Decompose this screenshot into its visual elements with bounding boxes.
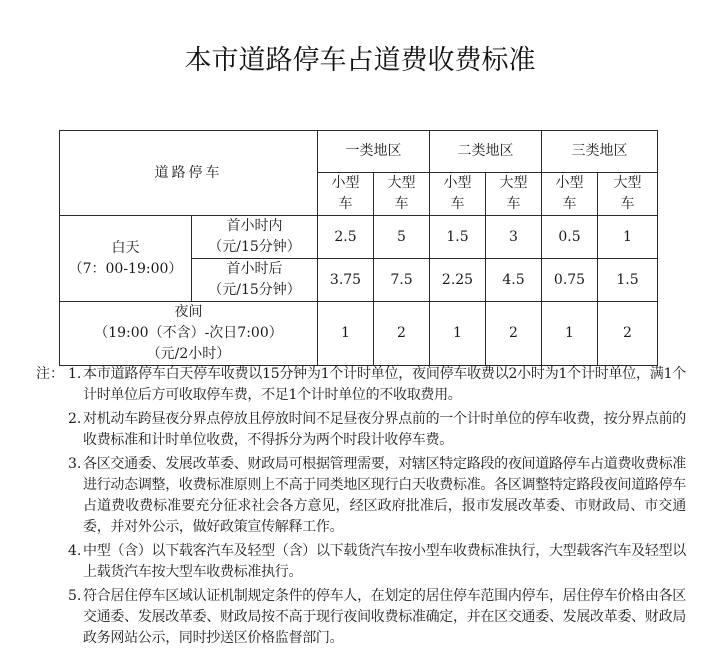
note-number: 2. (68, 411, 82, 427)
first-hour-label: 首小时内 (226, 218, 283, 234)
fee-value: 1 (318, 302, 374, 366)
fee-value: 2 (598, 302, 658, 366)
note-text: 对机动车跨昼夜分界点停放且停放时间不足昼夜分界点前的一个计时单位的停车收费，按分界点前的收费标准和计时单位收费，不得拆分为两个时段计收停车费。 (83, 411, 686, 448)
region-header-3: 三类地区 (542, 131, 658, 173)
note-item-2 (36, 409, 686, 451)
vehicle-large-header: 大型车 (486, 173, 542, 216)
night-hours: （19:00（不含）-次日7:00） (94, 325, 283, 341)
fee-value: 3.75 (318, 259, 374, 302)
fee-value: 3 (486, 216, 542, 259)
note-text: 本市道路停车白天停车收费以15分钟为1个计时单位，夜间停车收费以2小时为1个计时单位，满1个计时单位后方可收取停车费，不足1个计时单位的不收取费用。 (83, 366, 686, 403)
region-header-1: 一类地区 (318, 131, 430, 173)
fee-value: 0.5 (542, 216, 598, 259)
note-item-1 (36, 364, 686, 406)
vehicle-large-header: 大型车 (598, 173, 658, 216)
vehicle-large-header: 大型车 (374, 173, 430, 216)
unit-15min: （元/15分钟） (208, 239, 301, 255)
note-number: 1. (68, 366, 82, 382)
daytime-label: 白天 (111, 239, 140, 256)
note-number: 3. (68, 456, 82, 472)
note-text: 中型（含）以下载客汽车及轻型（含）以下载货汽车按小型车收费标准执行，大型载客汽车及轻型以上载货汽车按大型车收费标准执行。 (83, 543, 686, 580)
vehicle-small-header: 小型车 (542, 173, 598, 216)
fee-value: 1.5 (430, 216, 486, 259)
night-label: 夜间 (174, 304, 203, 320)
notes-prefix: 注： (36, 366, 64, 382)
daytime-hours: （7：00-19:00） (68, 260, 183, 277)
note-item-5 (36, 586, 686, 649)
note-item-4 (36, 541, 686, 583)
note-number: 4. (68, 543, 82, 559)
unit-15min: （元/15分钟） (208, 282, 301, 298)
fee-value: 1 (430, 302, 486, 366)
notes-section (36, 364, 686, 652)
note-number: 5. (68, 588, 82, 604)
vehicle-small-header: 小型车 (318, 173, 374, 216)
unit-2h: （元/2小时） (146, 346, 231, 362)
fee-value: 2 (374, 302, 430, 366)
fee-table (59, 130, 658, 366)
first-hour-cell (192, 216, 318, 259)
fee-value: 2 (486, 302, 542, 366)
note-text: 符合居住停车区域认证机制规定条件的停车人，在划定的居住停车范围内停车，居住停车价格由各区交通委、发展改革委、财政局按不高于现行夜间收费标准确定，并在区交通委、发展改革委、财政局政务网站公示，同时抄送区价格监督部门。 (83, 588, 686, 646)
note-item-3 (36, 454, 686, 538)
fee-value: 0.75 (542, 259, 598, 302)
after-first-hour-label: 首小时后 (226, 261, 283, 277)
night-cell (60, 302, 318, 366)
fee-value: 1.5 (598, 259, 658, 302)
fee-value: 1 (598, 216, 658, 259)
region-header-2: 二类地区 (430, 131, 542, 173)
fee-value: 4.5 (486, 259, 542, 302)
table-corner-header: 道路停车 (60, 131, 318, 216)
fee-value: 2.5 (318, 216, 374, 259)
after-first-hour-cell (192, 259, 318, 302)
note-text: 各区交通委、发展改革委、财政局可根据管理需要，对辖区特定路段的夜间道路停车占道费收费标准进行动态调整，收费标准原则上不高于同类地区现行白天收费标准。各区调整特定路段夜间道路停车占道费收费标准要充分征求社会各方意见，经区政府批准后，报市发展改革委、市财政局、市交通委，并对外公示，做好政策宣传解释工作。 (83, 456, 686, 535)
page-title: 本市道路停车占道费收费标准 (184, 45, 536, 76)
vehicle-small-header: 小型车 (430, 173, 486, 216)
fee-value: 2.25 (430, 259, 486, 302)
fee-value: 1 (542, 302, 598, 366)
daytime-cell (60, 216, 192, 302)
fee-value: 7.5 (374, 259, 430, 302)
fee-value: 5 (374, 216, 430, 259)
